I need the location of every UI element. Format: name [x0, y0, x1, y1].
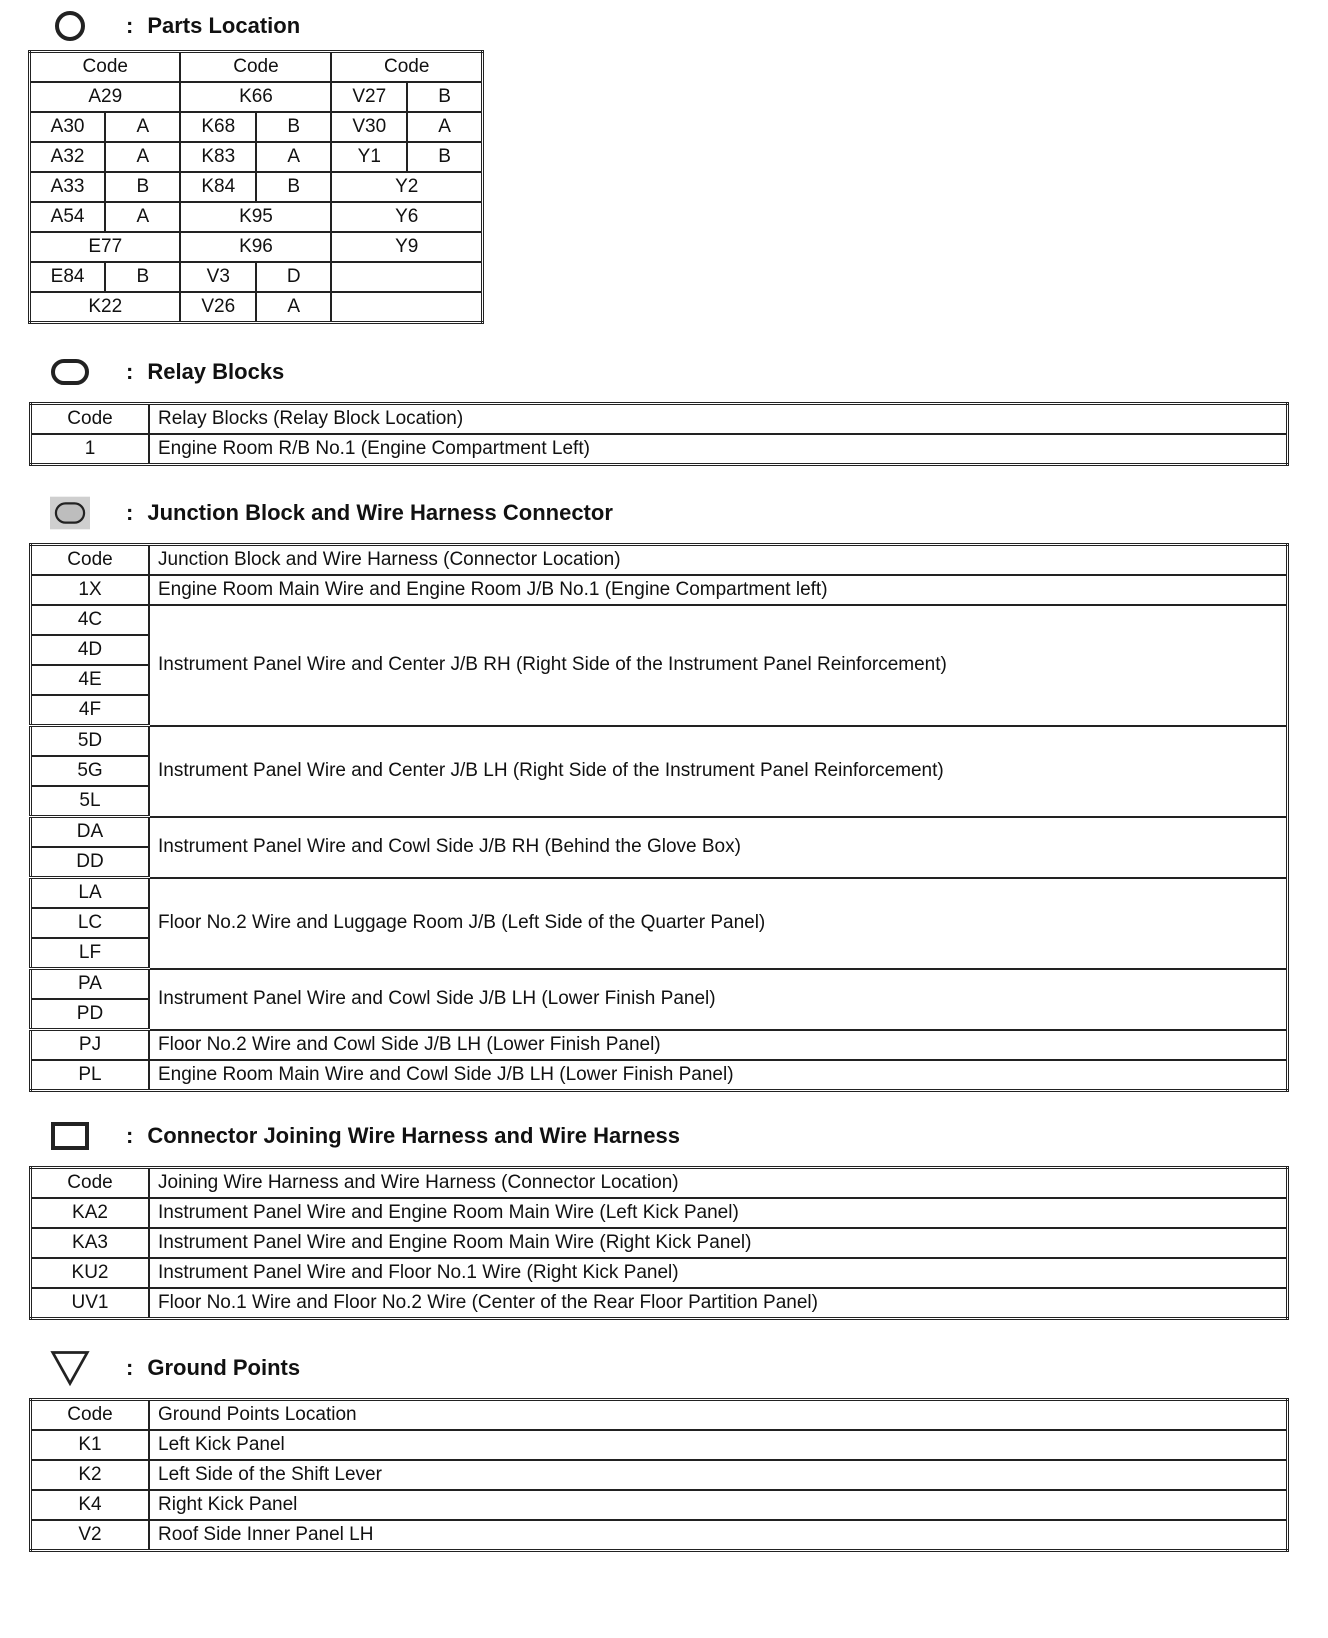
location-header: Junction Block and Wire Harness (Connector Location)	[149, 545, 1288, 576]
code-cell: LA	[31, 878, 150, 909]
area-cell: B	[105, 172, 180, 202]
rounded-rect-symbol-icon	[50, 356, 90, 388]
location-cell: Roof Side Inner Panel LH	[149, 1520, 1288, 1551]
location-cell: Floor No.2 Wire and Cowl Side J/B LH (Lower Finish Panel)	[149, 1030, 1288, 1061]
code-cell: A29	[30, 82, 181, 112]
code-cell: KU2	[31, 1258, 150, 1288]
code-header: Code	[31, 404, 150, 435]
area-cell: B	[105, 262, 180, 292]
code-cell: K96	[180, 232, 331, 262]
location-cell: Floor No.1 Wire and Floor No.2 Wire (Center of the Rear Floor Partition Panel)	[149, 1288, 1288, 1319]
parts-location-table	[28, 50, 484, 324]
header-row	[30, 52, 483, 83]
connector-joining-heading	[50, 1118, 680, 1154]
section-title: Connector Joining Wire Harness and Wire Harness	[147, 1123, 680, 1148]
code-header: Code	[31, 545, 150, 576]
code-cell: K83	[180, 142, 256, 172]
code-cell: A54	[30, 202, 106, 232]
code-cell: 5D	[31, 726, 150, 757]
shaded-rounded-rect-symbol-icon	[50, 497, 90, 529]
code-cell: K84	[180, 172, 256, 202]
location-cell: Instrument Panel Wire and Cowl Side J/B LH (Lower Finish Panel)	[149, 969, 1288, 1030]
location-cell: Right Kick Panel	[149, 1490, 1288, 1520]
code-cell: V2	[31, 1520, 150, 1551]
area-cell: B	[407, 82, 482, 112]
code-cell: Y9	[331, 232, 482, 262]
code-header: Code	[31, 1400, 150, 1431]
header-row	[31, 404, 1288, 435]
location-cell: Instrument Panel Wire and Center J/B LH (Right Side of the Instrument Panel Reinforcement)	[149, 726, 1288, 817]
section-title: Parts Location	[147, 13, 301, 38]
table-row	[31, 1288, 1288, 1319]
table-row	[31, 726, 1288, 757]
code-cell: 4D	[31, 635, 150, 665]
table-row	[31, 1060, 1288, 1091]
area-cell: A	[105, 112, 180, 142]
table-row	[31, 1520, 1288, 1551]
area-cell: A	[256, 142, 331, 172]
code-cell: K95	[180, 202, 331, 232]
code-cell: LF	[31, 938, 150, 969]
code-cell: A30	[30, 112, 106, 142]
code-cell: A32	[30, 142, 106, 172]
code-cell: K1	[31, 1430, 150, 1460]
junction-block-table	[29, 543, 1289, 1092]
location-cell: Instrument Panel Wire and Center J/B RH (Right Side of the Instrument Panel Reinforcement)	[149, 605, 1288, 726]
area-cell: A	[256, 292, 331, 323]
code-cell: PL	[31, 1060, 150, 1091]
area-cell: B	[256, 172, 331, 202]
location-header: Ground Points Location	[149, 1400, 1288, 1431]
code-cell: 4F	[31, 695, 150, 726]
table-row	[30, 292, 483, 323]
colon: :	[126, 1123, 134, 1148]
location-cell: Left Side of the Shift Lever	[149, 1460, 1288, 1490]
table-row	[31, 605, 1288, 635]
table-row	[31, 575, 1288, 605]
connector-joining-table	[29, 1166, 1289, 1320]
code-cell	[331, 292, 482, 323]
relay-blocks-table	[29, 402, 1289, 466]
section-title: Junction Block and Wire Harness Connector	[147, 500, 613, 525]
table-row	[31, 1490, 1288, 1520]
column-header: Code	[331, 52, 482, 83]
table-row	[30, 232, 483, 262]
table-row	[31, 817, 1288, 848]
colon: :	[126, 1355, 134, 1380]
table-row	[30, 262, 483, 292]
code-cell: 5L	[31, 786, 150, 817]
column-header: Code	[30, 52, 181, 83]
code-cell: LC	[31, 908, 150, 938]
table-row	[31, 1460, 1288, 1490]
code-cell: DA	[31, 817, 150, 848]
code-cell: KA3	[31, 1228, 150, 1258]
location-cell: Instrument Panel Wire and Engine Room Main Wire (Left Kick Panel)	[149, 1198, 1288, 1228]
code-cell: K22	[30, 292, 181, 323]
colon: :	[126, 359, 134, 384]
code-cell: Y6	[331, 202, 482, 232]
location-cell: Instrument Panel Wire and Cowl Side J/B RH (Behind the Glove Box)	[149, 817, 1288, 878]
code-cell: Y2	[331, 172, 482, 202]
table-row	[31, 1198, 1288, 1228]
code-cell: K4	[31, 1490, 150, 1520]
code-cell: K66	[180, 82, 331, 112]
location-cell: Engine Room Main Wire and Cowl Side J/B LH (Lower Finish Panel)	[149, 1060, 1288, 1091]
code-cell: V3	[180, 262, 256, 292]
code-cell: DD	[31, 847, 150, 878]
table-row	[31, 434, 1288, 465]
table-row	[30, 172, 483, 202]
parts-location-body	[30, 52, 483, 323]
code-cell: PA	[31, 969, 150, 1000]
code-cell: E84	[30, 262, 106, 292]
code-cell: 5G	[31, 756, 150, 786]
code-cell: 4C	[31, 605, 150, 635]
code-cell	[331, 262, 482, 292]
ground-points-heading	[50, 1350, 300, 1386]
code-cell: 4E	[31, 665, 150, 695]
header-row	[31, 545, 1288, 576]
location-cell: Instrument Panel Wire and Floor No.1 Wire (Right Kick Panel)	[149, 1258, 1288, 1288]
header-row	[31, 1168, 1288, 1199]
junction-block-heading	[50, 495, 613, 531]
code-header: Code	[31, 1168, 150, 1199]
location-header: Joining Wire Harness and Wire Harness (Connector Location)	[149, 1168, 1288, 1199]
code-cell: A33	[30, 172, 106, 202]
parts-location-heading	[50, 8, 300, 44]
code-cell: Y1	[331, 142, 407, 172]
area-cell: A	[407, 112, 482, 142]
location-cell: Engine Room R/B No.1 (Engine Compartment Left)	[149, 434, 1288, 465]
table-row	[31, 969, 1288, 1000]
table-row	[31, 1258, 1288, 1288]
section-title: Ground Points	[147, 1355, 301, 1380]
ground-points-table	[29, 1398, 1289, 1552]
table-row	[30, 142, 483, 172]
location-cell: Left Kick Panel	[149, 1430, 1288, 1460]
location-header: Relay Blocks (Relay Block Location)	[149, 404, 1288, 435]
table-row	[31, 1228, 1288, 1258]
code-cell: PD	[31, 999, 150, 1030]
table-row	[31, 1030, 1288, 1061]
table-row	[30, 202, 483, 232]
code-cell: V26	[180, 292, 256, 323]
location-cell: Instrument Panel Wire and Engine Room Main Wire (Right Kick Panel)	[149, 1228, 1288, 1258]
table-row	[31, 1430, 1288, 1460]
area-cell: A	[105, 202, 180, 232]
code-cell: 1	[31, 434, 150, 465]
area-cell: D	[256, 262, 331, 292]
table-row	[30, 82, 483, 112]
relay-blocks-heading	[50, 354, 284, 390]
circle-symbol-icon	[50, 10, 90, 42]
location-cell: Engine Room Main Wire and Engine Room J/B No.1 (Engine Compartment left)	[149, 575, 1288, 605]
code-cell: E77	[30, 232, 181, 262]
triangle-symbol-icon	[50, 1352, 90, 1384]
code-cell: 1X	[31, 575, 150, 605]
code-cell: UV1	[31, 1288, 150, 1319]
location-cell: Floor No.2 Wire and Luggage Room J/B (Left Side of the Quarter Panel)	[149, 878, 1288, 969]
code-cell: V30	[331, 112, 407, 142]
colon: :	[126, 500, 134, 525]
table-row	[30, 112, 483, 142]
code-cell: K2	[31, 1460, 150, 1490]
code-cell: KA2	[31, 1198, 150, 1228]
square-symbol-icon	[50, 1120, 90, 1152]
code-cell: PJ	[31, 1030, 150, 1061]
table-row	[31, 878, 1288, 909]
section-title: Relay Blocks	[147, 359, 285, 384]
area-cell: B	[256, 112, 331, 142]
column-header: Code	[180, 52, 331, 83]
code-cell: K68	[180, 112, 256, 142]
area-cell: A	[105, 142, 180, 172]
colon: :	[126, 13, 134, 38]
area-cell: B	[407, 142, 482, 172]
header-row	[31, 1400, 1288, 1431]
code-cell: V27	[331, 82, 407, 112]
